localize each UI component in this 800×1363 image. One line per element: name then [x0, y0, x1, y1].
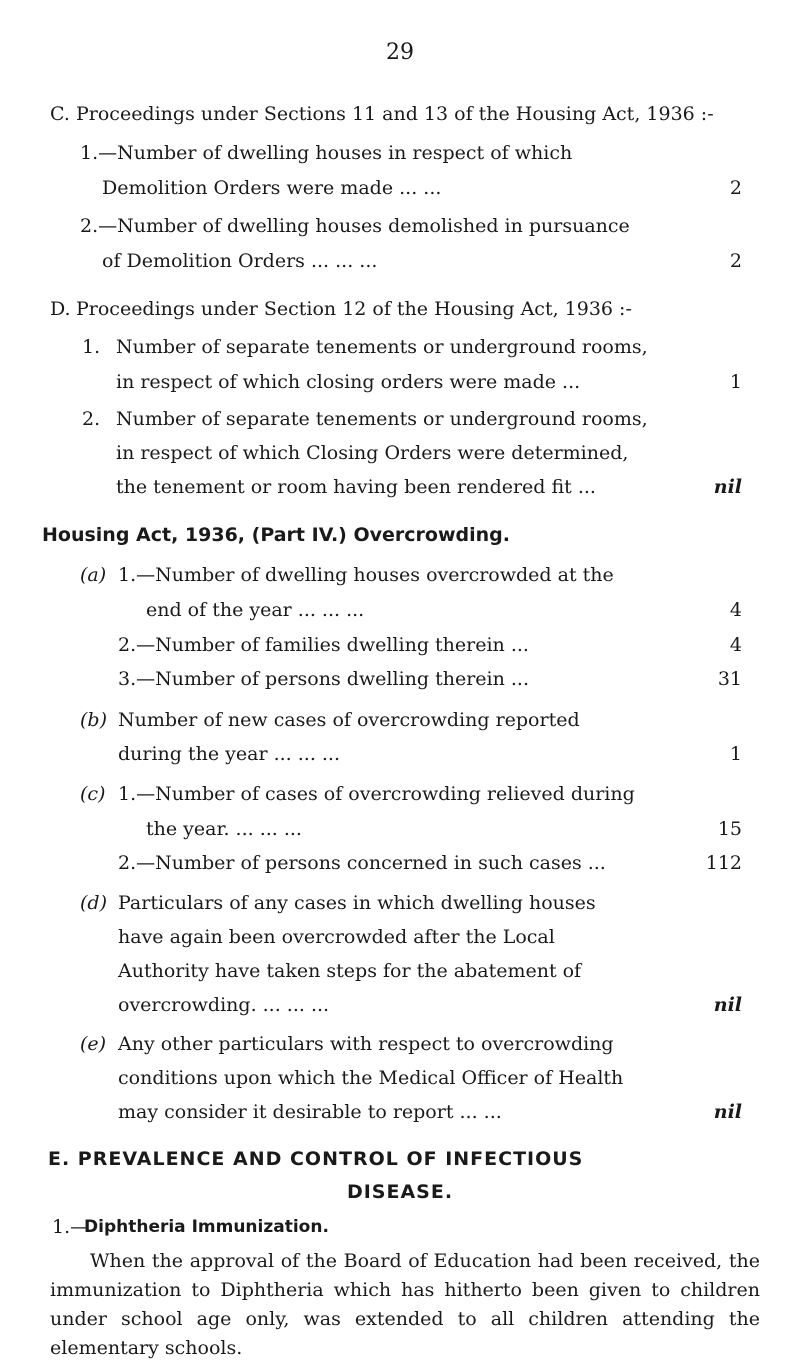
overcrowding-e-line-1: Any other particulars with respect to overcrowding [118, 1033, 614, 1055]
section-d-item-1-num: 1. [82, 336, 101, 358]
section-d-item-1-value: 1 [729, 371, 742, 393]
overcrowding-a-item-1-line-2: end of the year ... ... ... [146, 599, 365, 621]
section-d-item-1-line-2: in respect of which closing orders were made ... [116, 371, 581, 393]
overcrowding-b-line-2: during the year ... ... ... [118, 743, 341, 765]
section-d-title: Proceedings under Section 12 of the Housing Act, 1936 :- [76, 298, 632, 320]
section-d-item-2-num: 2. [82, 408, 101, 430]
section-c-item-1-value: 2 [729, 177, 742, 199]
overcrowding-e-line-2: conditions upon which the Medical Officer of Health [118, 1067, 624, 1089]
section-d-item-2-line-2: in respect of which Closing Orders were determined, [116, 442, 629, 464]
overcrowding-b-line-1: Number of new cases of overcrowding reported [118, 709, 580, 731]
overcrowding-d-value: nil [713, 994, 742, 1016]
overcrowding-a-item-2-value: 4 [729, 634, 742, 656]
overcrowding-d-line-3: Authority have taken steps for the abatement of [118, 960, 582, 982]
section-e-paragraph: When the approval of the Board of Education had been received, the immunization to Diphtheria which has hitherto been given to children under school age only, was extended to all children attending the elementary schools. [50, 1250, 760, 1359]
overcrowding-a-label: (a) [80, 564, 107, 586]
overcrowding-a-item-3: 3.—Number of persons dwelling therein ... [118, 668, 530, 690]
overcrowding-d-line-2: have again been overcrowded after the Local [118, 926, 555, 948]
overcrowding-b-value: 1 [729, 743, 742, 765]
overcrowding-c-item-2-value: 112 [705, 852, 742, 874]
overcrowding-c-item-1-line-2: the year. ... ... ... [146, 818, 302, 840]
overcrowding-d-label: (d) [80, 892, 107, 914]
overcrowding-e-line-3: may consider it desirable to report ... ... [118, 1101, 502, 1123]
section-d-item-2-line-1: Number of separate tenements or underground rooms, [116, 408, 648, 430]
section-d-label: D. [50, 298, 71, 320]
overcrowding-e-label: (e) [80, 1033, 107, 1055]
section-d-item-2-value: nil [713, 476, 742, 498]
section-c-title: Proceedings under Sections 11 and 13 of the Housing Act, 1936 :- [76, 103, 714, 125]
overcrowding-d-line-1: Particulars of any cases in which dwelling houses [118, 892, 596, 914]
page-number: 29 [386, 40, 414, 65]
overcrowding-a-item-1-line-1: 1.—Number of dwelling houses overcrowded at the [118, 564, 614, 586]
section-c-item-2-line-1: 2.—Number of dwelling houses demolished in pursuance [80, 215, 630, 237]
overcrowding-c-item-1-line-1: 1.—Number of cases of overcrowding relieved during [118, 783, 635, 805]
section-d-item-2-line-3: the tenement or room having been rendered fit ... [116, 476, 596, 498]
overcrowding-c-label: (c) [80, 783, 106, 805]
section-c-item-1-line-2: Demolition Orders were made ... ... [102, 177, 442, 199]
section-e-subheading-number: 1.— [52, 1216, 90, 1238]
section-e-heading-line-1: E. PREVALENCE AND CONTROL OF INFECTIOUS [48, 1148, 584, 1170]
section-c-label: C. [50, 103, 70, 125]
section-c-item-2-value: 2 [729, 250, 742, 272]
overcrowding-b-label: (b) [80, 709, 107, 731]
overcrowding-d-line-4: overcrowding. ... ... ... [118, 994, 330, 1016]
overcrowding-a-item-3-value: 31 [717, 668, 742, 690]
overcrowding-a-item-1-value: 4 [729, 599, 742, 621]
section-e-heading-line-2: DISEASE. [346, 1181, 454, 1203]
overcrowding-heading: Housing Act, 1936, (Part IV.) Overcrowding. [42, 524, 510, 546]
overcrowding-e-value: nil [713, 1101, 742, 1123]
section-c-item-1-line-1: 1.—Number of dwelling houses in respect of which [80, 142, 573, 164]
overcrowding-a-item-2: 2.—Number of families dwelling therein ... [118, 634, 529, 656]
overcrowding-c-item-2: 2.—Number of persons concerned in such cases ... [118, 852, 606, 874]
section-e-subheading: Diphtheria Immunization. [84, 1217, 329, 1237]
overcrowding-c-item-1-value: 15 [717, 818, 742, 840]
section-d-item-1-line-1: Number of separate tenements or underground rooms, [116, 336, 648, 358]
section-c-item-2-line-2: of Demolition Orders ... ... ... [102, 250, 378, 272]
